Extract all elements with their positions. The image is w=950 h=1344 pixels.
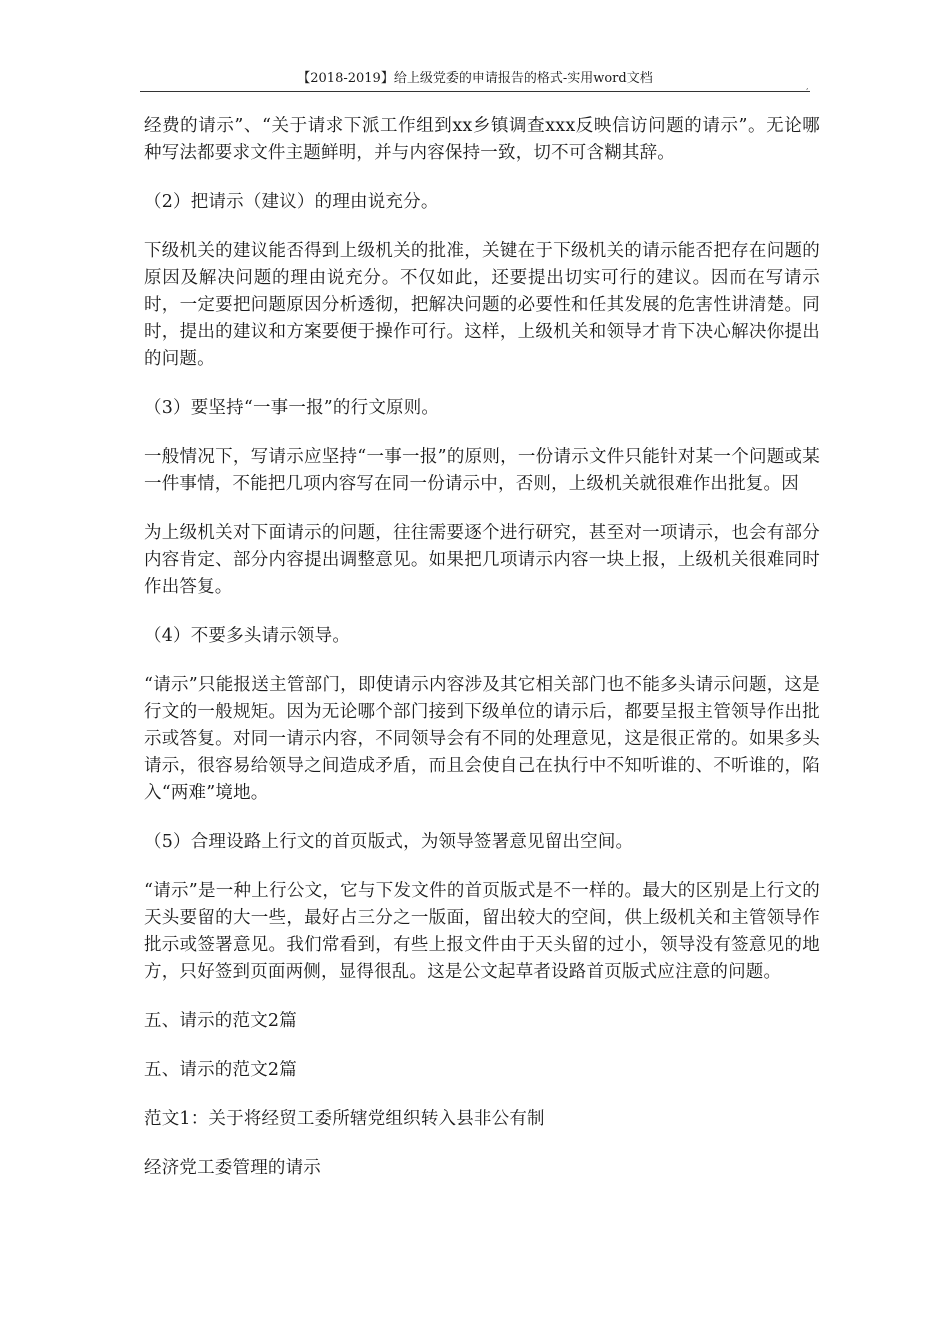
paragraph: 下级机关的建议能否得到上级机关的批准，关键在于下级机关的请示能否把存在问题的原因及解决问题的理由说充分。不仅如此，还要提出切实可行的建议。因而在写请示时，一定要把问题原因分析透彻，把解决问题的必要性和任其发展的危害性讲清楚。同时，提出的建议和方案要便于操作可行。这样，上级机关和领导才肯下决心解决你提出的问题。 bbox=[144, 241, 820, 369]
paragraph: 一般情况下，写请示应坚持“一事一报”的原则，一份请示文件只能针对某一个问题或某一件事情，不能把几项内容写在同一份请示中，否则，上级机关就很难作出批复。因 bbox=[144, 447, 820, 494]
section-heading-5: （5）合理设路上行文的首页版式，为领导签署意见留出空间。 bbox=[144, 832, 634, 852]
header-rule bbox=[140, 91, 810, 92]
paragraph: “请示”是一种上行公文，它与下发文件的首页版式是不一样的。最大的区别是上行文的天头要留的大一些，最好占三分之一版面，留出较大的空间，供上级机关和主管领导作批示或签署意见。我们常看到，有些上报文件由于天头留的过小，领导没有签意见的地方，只好签到页面两侧，显得很乱。这是公文起草者设路首页版式应注意的问题。 bbox=[144, 881, 820, 982]
paragraph: 为上级机关对下面请示的问题，往往需要逐个进行研究，甚至对一项请示，也会有部分内容肯定、部分内容提出调整意见。如果把几项请示内容一块上报，上级机关很难同时作出答复。 bbox=[144, 523, 820, 597]
sample-title-line-1: 范文1：关于将经贸工委所辖党组织转入县非公有制 bbox=[144, 1109, 545, 1129]
sample-title-line-2: 经济党工委管理的请示 bbox=[144, 1158, 321, 1178]
paragraph-continuation: 经费的请示”、“关于请求下派工作组到xx乡镇调查xxx反映信访问题的请示”。无论哪种写法都要求文件主题鲜明，并与内容保持一致，切不可含糊其辞。 bbox=[144, 116, 820, 163]
paragraph: “请示”只能报送主管部门，即使请示内容涉及其它相关部门也不能多头请示问题，这是行文的一般规矩。因为无论哪个部门接到下级单位的请示后，都要呈报主管领导作出批示或答复。对同一请示内容，不同领导会有不同的处理意见，这是很正常的。如果多头请示，很容易给领导之间造成矛盾，而且会使自己在执行中不知听谁的、不听谁的，陷入“两难”境地。 bbox=[144, 675, 820, 803]
page-header: 【2018-2019】给上级党委的申请报告的格式-实用word文档 bbox=[297, 71, 653, 86]
section-heading-3: （3）要坚持“一事一报”的行文原则。 bbox=[144, 398, 440, 418]
chapter-heading: 五、请示的范文2篇 bbox=[144, 1011, 297, 1031]
section-heading-2: （2）把请示（建议）的理由说充分。 bbox=[144, 192, 439, 212]
header-mark: , bbox=[806, 82, 809, 91]
chapter-heading: 五、请示的范文2篇 bbox=[144, 1060, 297, 1080]
document-body bbox=[144, 113, 820, 1204]
section-heading-4: （4）不要多头请示领导。 bbox=[144, 626, 351, 646]
